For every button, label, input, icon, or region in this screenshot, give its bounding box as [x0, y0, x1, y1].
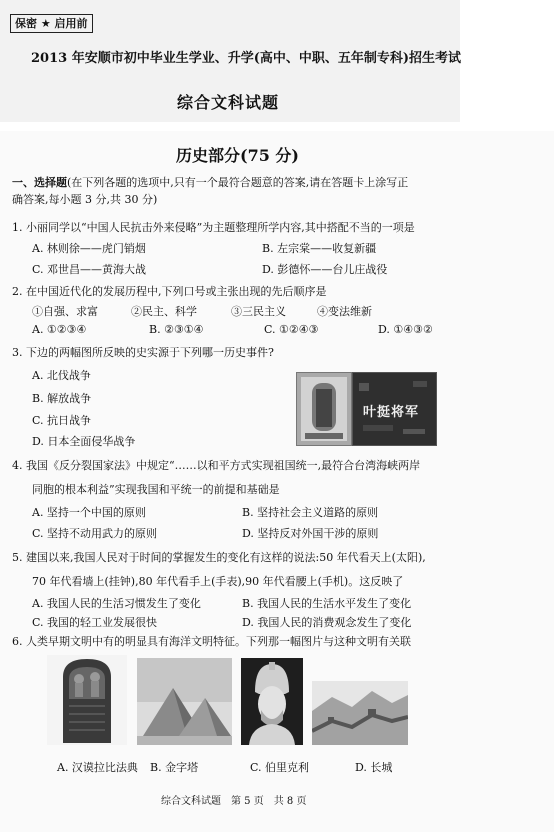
q1-option-a: A. 林则徐——虎门销烟 — [32, 242, 146, 255]
pyramids-photo — [137, 658, 232, 745]
q6-option-c: C. 伯里克利 — [250, 761, 310, 774]
q2-stem: 2. 在中国近代化的发展历程中,下列口号或主张出现的先后顺序是 — [12, 285, 327, 298]
q2-option-d: D. ①④③② — [378, 323, 433, 336]
inscription-text: 叶挺将军 — [363, 405, 420, 420]
q2-option-b: B. ②③①④ — [149, 323, 204, 336]
q5-option-a: A. 我国人民的生活习惯发生了变化 — [32, 597, 201, 610]
q2-option-c: C. ①②④③ — [264, 323, 319, 336]
q2-option-a: A. ①②③④ — [32, 323, 87, 336]
inscription-photo — [352, 372, 437, 446]
q2-item-3: ③三民主义 — [231, 305, 286, 318]
q6-option-b: B. 金字塔 — [150, 761, 199, 774]
q1-option-c: C. 邓世昌——黄海大战 — [32, 263, 147, 276]
page-footer: 综合文科试题 第 5 页 共 8 页 — [161, 796, 307, 807]
stele-icon — [47, 655, 127, 745]
confidential-badge: 保密 ★ 启用前 — [10, 14, 93, 33]
bust-icon — [241, 658, 303, 745]
wall-icon — [312, 681, 408, 745]
q3-option-c: C. 抗日战争 — [32, 414, 92, 427]
section-title: 历史部分(75 分) — [176, 146, 299, 165]
part1-intro — [12, 171, 408, 190]
q4-option-a: A. 坚持一个中国的原则 — [32, 506, 146, 519]
q2-item-4: ④变法维新 — [317, 305, 372, 318]
q4-stem-1: 4. 我国《反分裂国家法》中规定“……以和平方式实现祖国统一,最符合台湾海峡两岸 — [12, 459, 421, 472]
q1-stem: 1. 小丽同学以“中国人民抗击外来侵略”为主题整理所学内容,其中搭配不当的一项是 — [12, 221, 415, 234]
q4-option-c: C. 坚持不动用武力的原则 — [32, 527, 158, 540]
q6-stem: 6. 人类早期文明中有的明显具有海洋文明特征。下列那一幅图片与这种文明有关联 — [12, 635, 411, 648]
q3-option-b: B. 解放战争 — [32, 392, 92, 405]
q4-stem-2: 同胞的根本利益”实现我国和平统一的前提和基础是 — [32, 483, 280, 496]
hammurabi-code-photo — [47, 655, 127, 745]
great-wall-photo — [312, 681, 408, 745]
pyramid-icon — [137, 658, 232, 745]
q4-option-d: D. 坚持反对外国干涉的原则 — [242, 527, 379, 540]
part1-note-2: 确答案,每小题 3 分,共 30 分) — [12, 193, 158, 206]
monument-photo — [296, 372, 352, 446]
paper-title: 综合文科试题 — [177, 93, 280, 112]
q2-item-2: ②民主、科学 — [131, 305, 197, 318]
q1-option-b: B. 左宗棠——收复新疆 — [262, 242, 377, 255]
q6-option-a: A. 汉谟拉比法典 — [57, 761, 138, 774]
q2-item-1: ①自强、求富 — [32, 305, 98, 318]
q1-option-d: D. 彭德怀——台儿庄战役 — [262, 263, 388, 276]
exam-title: 2013 年安顺市初中毕业生学业、升学(高中、中职、五年制专科)招生考试 — [31, 51, 462, 66]
q5-stem-1: 5. 建国以来,我国人民对于时间的掌握发生的变化有这样的说法:50 年代看天上(太阳), — [12, 551, 426, 564]
q3-option-a: A. 北伐战争 — [32, 369, 91, 382]
q5-option-c: C. 我国的轻工业发展很快 — [32, 616, 158, 629]
q5-option-b: B. 我国人民的生活水平发生了变化 — [242, 597, 412, 610]
part1-heading: 一、选择题 — [12, 176, 67, 189]
q5-option-d: D. 我国人民的消费观念发生了变化 — [242, 616, 412, 629]
q5-stem-2: 70 年代看墙上(挂钟),80 年代看手上(手表),90 年代看腰上(手机)。这反映了 — [32, 575, 404, 588]
q3-stem: 3. 下边的两幅图所反映的史实源于下列哪一历史事件? — [12, 346, 274, 359]
pericles-photo — [241, 658, 303, 745]
q6-option-d: D. 长城 — [355, 761, 393, 774]
q3-option-d: D. 日本全面侵华战争 — [32, 435, 136, 448]
monument-icon — [297, 373, 351, 445]
part1-note-1: (在下列各题的选项中,只有一个最符合题意的答案,请在答题卡上涂写正 — [67, 176, 409, 189]
q4-option-b: B. 坚持社会主义道路的原则 — [242, 506, 379, 519]
